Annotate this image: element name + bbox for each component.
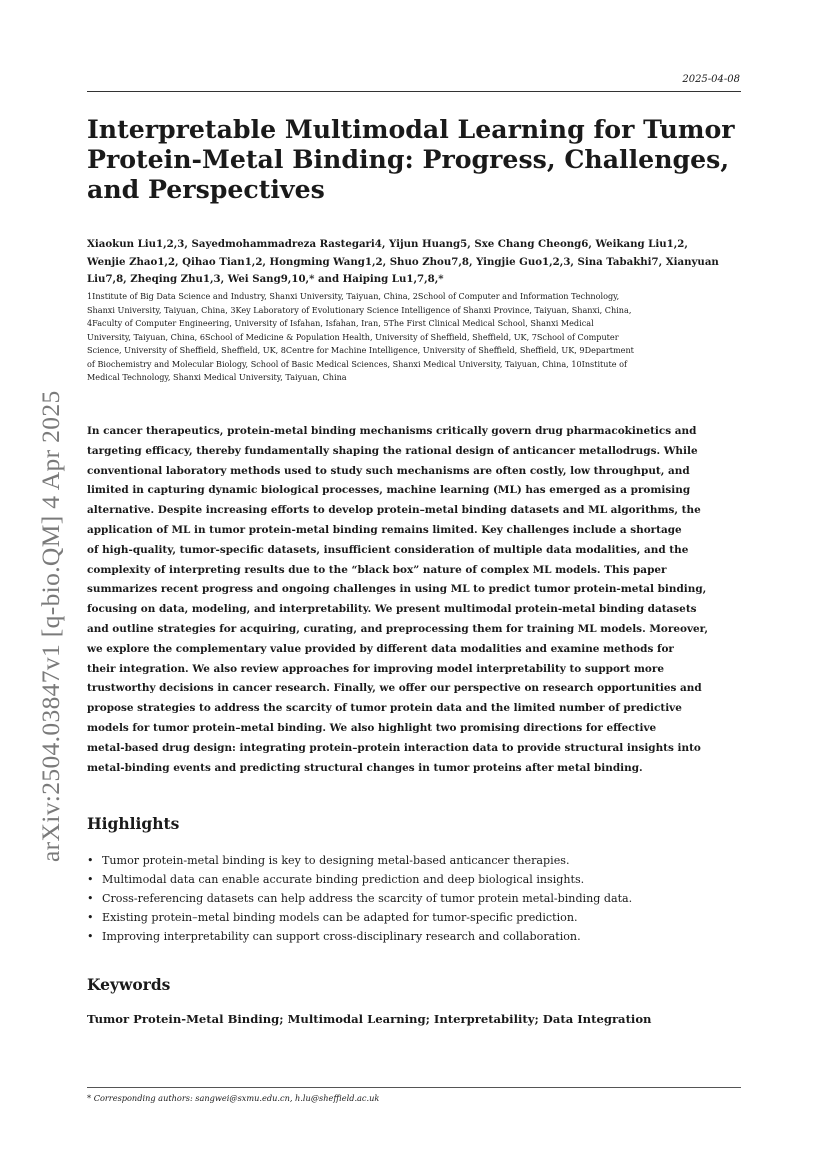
highlight-item <box>87 851 741 870</box>
highlight-item <box>87 927 741 946</box>
affiliation-line: University, Taiyuan, China, 6School of Medicine & Population Health, University of Sheffield, Sheffield, UK, 7School of Computer <box>87 331 619 342</box>
abstract-line: application of ML in tumor protein-metal binding remains limited. Key challenges include a shortage <box>87 523 682 536</box>
highlights-heading: Highlights <box>87 814 180 833</box>
affiliation-line: Science, University of Sheffield, Sheffield, UK, 8Centre for Machine Intelligence, University of Sheffield, Sheffield, UK, 9Department <box>87 345 634 355</box>
highlights-list <box>87 851 741 946</box>
abstract-line: In cancer therapeutics, protein-metal binding mechanisms critically govern drug pharmacokinetics and <box>87 425 697 437</box>
author-line: Xiaokun Liu1,2,3, Sayedmohammadreza Rastegari4, Yijun Huang5, Sxe Chang Cheong6, Weikang Liu1,2, <box>87 238 688 250</box>
bullet-icon: • <box>87 911 94 924</box>
header-rule <box>87 91 741 92</box>
abstract-line: targeting efficacy, thereby fundamentally shaping the rational design of anticancer metallodrugs. While <box>87 444 698 457</box>
bullet-icon: • <box>87 873 94 886</box>
highlight-text: Existing protein–metal binding models can be adapted for tumor-specific prediction. <box>102 911 578 924</box>
paper-title <box>87 114 747 204</box>
abstract-line: trustworthy decisions in cancer research. Finally, we offer our perspective on research opportunities and <box>87 682 702 695</box>
bullet-icon: • <box>87 930 94 943</box>
title-line: and Perspectives <box>87 174 325 204</box>
affiliation-line: 4Faculty of Computer Engineering, University of Isfahan, Isfahan, Iran, 5The First Clinical Medical School, Shanxi Medical <box>87 318 594 328</box>
keywords-text: Tumor Protein-Metal Binding; Multimodal Learning; Interpretability; Data Integration <box>87 1012 652 1026</box>
keywords-heading: Keywords <box>87 975 171 994</box>
affiliation-line: of Biochemistry and Molecular Biology, School of Basic Medical Sciences, Shanxi Medical University, Taiyuan, China, 10Institute of <box>87 358 627 369</box>
publication-date: 2025-04-08 <box>682 74 740 85</box>
affiliation-line: Medical Technology, Shanxi Medical University, Taiyuan, China <box>87 372 347 382</box>
highlight-item <box>87 889 741 908</box>
abstract-line: complexity of interpreting results due to the “black box” nature of complex ML models. This paper <box>87 563 667 576</box>
abstract <box>87 422 741 778</box>
abstract-line: conventional laboratory methods used to study such mechanisms are often costly, low throughput, and <box>87 464 690 477</box>
highlight-item <box>87 908 741 927</box>
author-list <box>87 236 741 289</box>
highlight-item <box>87 870 741 889</box>
abstract-line: metal-binding events and predicting structural changes in tumor proteins after metal binding. <box>87 761 643 774</box>
bullet-icon: • <box>87 854 94 867</box>
bullet-icon: • <box>87 892 94 905</box>
title-line: Protein-Metal Binding: Progress, Challenges, <box>87 144 730 174</box>
corresponding-authors-footnote: * Corresponding authors: sangwei@sxmu.edu.cn, h.lu@sheffield.ac.uk <box>87 1093 380 1103</box>
abstract-line: metal-based drug design: integrating protein–protein interaction data to provide structural insights into <box>87 741 701 754</box>
abstract-line: and outline strategies for acquiring, curating, and preprocessing them for training ML models. Moreover, <box>87 622 709 635</box>
arxiv-identifier: arXiv:2504.03847v1 [q-bio.QM] 4 Apr 2025 <box>36 390 65 862</box>
highlight-text: Multimodal data can enable accurate binding prediction and deep biological insights. <box>102 873 585 886</box>
author-line: Wenjie Zhao1,2, Qihao Tian1,2, Hongming Wang1,2, Shuo Zhou7,8, Yingjie Guo1,2,3, Sina Tabakhi7, Xianyuan <box>87 255 719 268</box>
abstract-line: limited in capturing dynamic biological processes, machine learning (ML) has emerged as a promising <box>87 484 691 497</box>
abstract-line: we explore the complementary value provided by different data modalities and examine methods for <box>87 642 674 655</box>
abstract-line: focusing on data, modeling, and interpretability. We present multimodal protein-metal binding datasets <box>87 603 697 616</box>
abstract-line: of high-quality, tumor-specific datasets, insufficient consideration of multiple data modalities, and the <box>87 543 689 556</box>
highlight-text: Tumor protein-metal binding is key to designing metal-based anticancer therapies. <box>102 854 570 867</box>
highlight-text: Cross-referencing datasets can help address the scarcity of tumor protein metal-binding data. <box>102 892 633 905</box>
highlight-text: Improving interpretability can support cross-disciplinary research and collaboration. <box>102 930 581 943</box>
affiliation-line: 1Institute of Big Data Science and Industry, Shanxi University, Taiyuan, China, 2School of Computer and Information Technology, <box>87 291 620 301</box>
footnote-rule <box>87 1087 741 1088</box>
title-line: Interpretable Multimodal Learning for Tumor <box>87 114 735 144</box>
abstract-line: their integration. We also review approaches for improving model interpretability to support more <box>87 662 665 675</box>
abstract-line: models for tumor protein–metal binding. We also highlight two promising directions for effective <box>87 721 657 734</box>
abstract-line: propose strategies to address the scarcity of tumor protein data and the limited number of predictive <box>87 702 682 715</box>
abstract-line: summarizes recent progress and ongoing challenges in using ML to predict tumor protein-metal binding, <box>87 583 707 596</box>
affiliation-line: Shanxi University, Taiyuan, China, 3Key Laboratory of Evolutionary Science Intelligence of Shanxi Province, Taiyuan, Shanxi, China, <box>87 304 632 315</box>
abstract-line: alternative. Despite increasing efforts to develop protein–metal binding datasets and ML algorithms, the <box>87 504 701 517</box>
affiliations <box>87 290 741 385</box>
author-line: Liu7,8, Zheqing Zhu1,3, Wei Sang9,10,* and Haiping Lu1,7,8,* <box>87 273 444 285</box>
